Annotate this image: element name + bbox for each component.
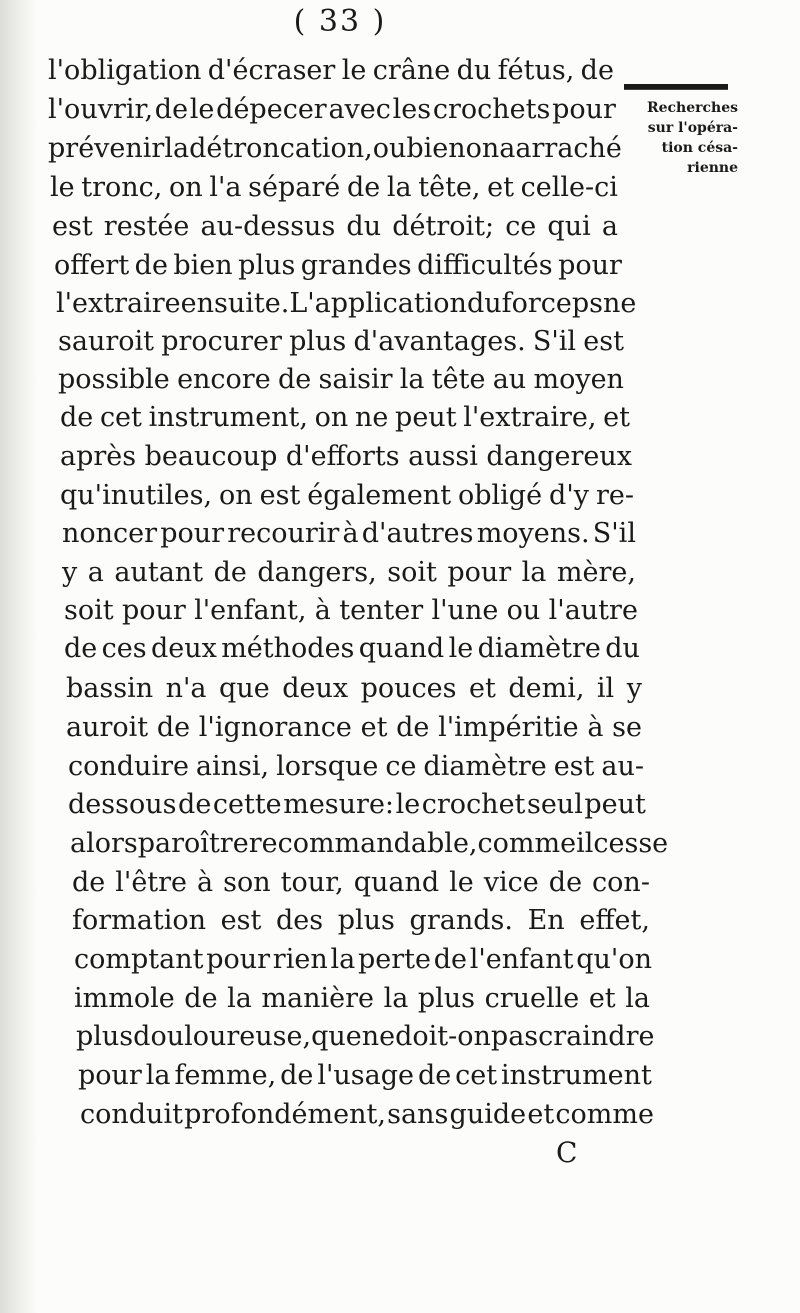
margin-note xyxy=(626,98,738,178)
margin-note-line: Recherches xyxy=(646,100,738,116)
text-line: de cet instrument, on ne peut l'extraire, et xyxy=(60,402,630,433)
text-line: immole de la manière la plus cruelle et la xyxy=(74,983,650,1014)
signature-mark: C xyxy=(556,1136,578,1169)
text-line: conduire ainsi, lorsque ce diamètre est au- xyxy=(68,751,644,782)
text-line: formation est des plus grands. En effet, xyxy=(72,905,650,936)
text-line: plus douloureuse, que ne doit-on pas craindre xyxy=(76,1021,655,1052)
text-line: y a autant de dangers, soit pour la mère, xyxy=(62,557,636,588)
text-line: qu'inutiles, on est également obligé d'y re- xyxy=(60,480,634,511)
text-line: pour la femme, de l'usage de cet instrument xyxy=(78,1060,652,1091)
text-line: après beaucoup d'efforts aussi dangereux xyxy=(60,441,632,472)
text-line: l'ouvrir, de le dépecer avec les crochets pour xyxy=(48,94,616,125)
margin-note-line: sur l'opéra- xyxy=(647,120,738,136)
text-line: prévenir la détroncation, ou bien on a arraché xyxy=(48,133,622,164)
text-line: sauroit procurer plus d'avantages. S'il est xyxy=(58,326,624,357)
page-number: ( 33 ) xyxy=(293,4,387,39)
text-line: est restée au-dessus du détroit; ce qui a xyxy=(52,211,618,242)
text-line: soit pour l'enfant, à tenter l'une ou l'autre xyxy=(64,595,638,626)
text-line: conduit profondément, sans guide et comme xyxy=(80,1099,654,1130)
margin-rule xyxy=(624,84,728,90)
margin-note-line: tion césa- xyxy=(661,140,738,156)
text-line: le tronc, on l'a séparé de la tête, et celle-ci xyxy=(50,172,618,203)
text-line: de ces deux méthodes quand le diamètre du xyxy=(64,633,640,664)
margin-note-line: rienne xyxy=(687,160,738,176)
text-line: l'extraire ensuite. L'application du forceps ne xyxy=(56,288,637,319)
text-line: de l'être à son tour, quand le vice de con- xyxy=(72,867,650,898)
text-line: bassin n'a que deux pouces et demi, il y xyxy=(66,673,642,704)
text-line: alors paroître recommandable, comme il cesse xyxy=(70,828,669,859)
text-line: offert de bien plus grandes difficultés pour xyxy=(54,250,622,281)
text-line: auroit de l'ignorance et de l'impéritie à se xyxy=(66,712,642,743)
text-line: noncer pour recourir à d'autres moyens. S'il xyxy=(62,518,636,549)
text-line: comptant pour rien la perte de l'enfant qu'on xyxy=(74,944,652,975)
text-line: possible encore de saisir la tête au moyen xyxy=(58,364,624,395)
text-line: l'obligation d'écraser le crâne du fétus, de xyxy=(48,55,614,86)
text-line: dessous de cette mesure: le crochet seul peut xyxy=(68,789,646,820)
